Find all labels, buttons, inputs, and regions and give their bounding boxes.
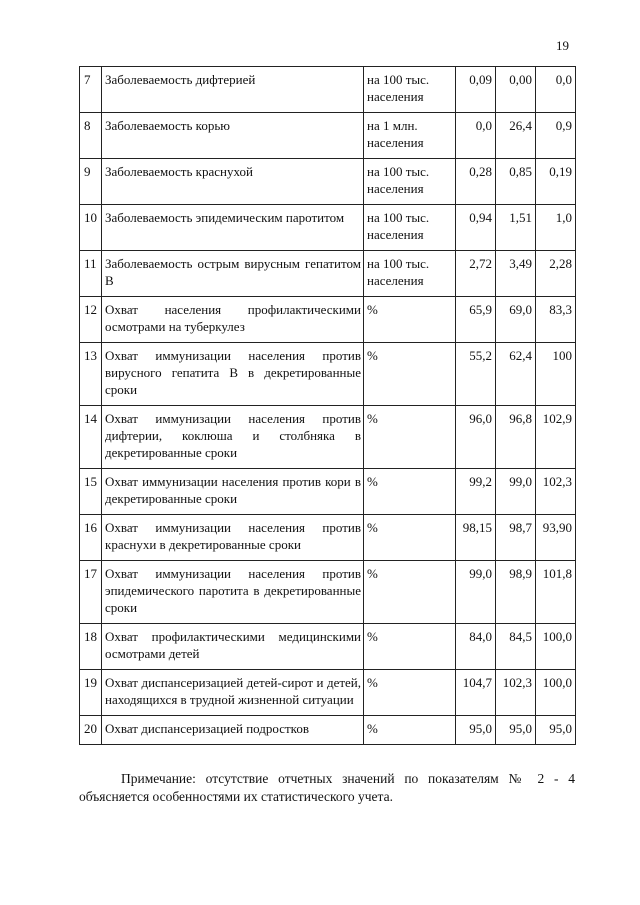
value-year1-cell: 0,09 bbox=[456, 67, 496, 113]
value-year3-cell: 83,3 bbox=[536, 297, 576, 343]
page-number: 19 bbox=[556, 38, 569, 53]
value-year3-cell: 102,3 bbox=[536, 469, 576, 515]
value-year2-cell: 69,0 bbox=[496, 297, 536, 343]
value-year1-cell: 104,7 bbox=[456, 670, 496, 716]
value-year3-cell: 101,8 bbox=[536, 561, 576, 624]
value-year1-cell: 0,0 bbox=[456, 113, 496, 159]
value-year2-cell: 96,8 bbox=[496, 406, 536, 469]
indicator-name-cell: Охват иммунизации населения против кори в декретированные сроки bbox=[102, 469, 364, 515]
value-year2-cell: 98,9 bbox=[496, 561, 536, 624]
value-year2-cell: 26,4 bbox=[496, 113, 536, 159]
unit-cell: % bbox=[364, 406, 456, 469]
table-body bbox=[80, 67, 576, 745]
value-year2-cell: 102,3 bbox=[496, 670, 536, 716]
value-year2-cell: 1,51 bbox=[496, 205, 536, 251]
value-year1-cell: 99,2 bbox=[456, 469, 496, 515]
unit-cell: % bbox=[364, 515, 456, 561]
value-year2-cell: 99,0 bbox=[496, 469, 536, 515]
value-year1-cell: 99,0 bbox=[456, 561, 496, 624]
table-row bbox=[80, 297, 576, 343]
table-row bbox=[80, 205, 576, 251]
unit-cell: на 100 тыс. населения bbox=[364, 67, 456, 113]
value-year2-cell: 95,0 bbox=[496, 716, 536, 745]
value-year1-cell: 98,15 bbox=[456, 515, 496, 561]
row-number-cell: 10 bbox=[80, 205, 102, 251]
value-year3-cell: 0,9 bbox=[536, 113, 576, 159]
unit-cell: на 100 тыс. населения bbox=[364, 251, 456, 297]
value-year3-cell: 0,19 bbox=[536, 159, 576, 205]
value-year2-cell: 98,7 bbox=[496, 515, 536, 561]
value-year3-cell: 0,0 bbox=[536, 67, 576, 113]
value-year1-cell: 0,94 bbox=[456, 205, 496, 251]
indicator-name-cell: Заболеваемость острым вирусным гепатитом В bbox=[102, 251, 364, 297]
value-year3-cell: 102,9 bbox=[536, 406, 576, 469]
table-row bbox=[80, 716, 576, 745]
value-year2-cell: 62,4 bbox=[496, 343, 536, 406]
note-text: Примечание: отсутствие отчетных значений по показателям № 2 - 4 объясняется особенностями их статистического учета. bbox=[79, 771, 575, 804]
value-year1-cell: 0,28 bbox=[456, 159, 496, 205]
value-year1-cell: 65,9 bbox=[456, 297, 496, 343]
table-row bbox=[80, 406, 576, 469]
indicator-name-cell: Охват диспансеризацией подростков bbox=[102, 716, 364, 745]
unit-cell: на 100 тыс. населения bbox=[364, 159, 456, 205]
indicator-name-cell: Заболеваемость краснухой bbox=[102, 159, 364, 205]
indicator-name-cell: Охват иммунизации населения против вирусного гепатита В в декретированные сроки bbox=[102, 343, 364, 406]
table-row bbox=[80, 113, 576, 159]
value-year3-cell: 100,0 bbox=[536, 670, 576, 716]
value-year1-cell: 84,0 bbox=[456, 624, 496, 670]
table-row bbox=[80, 515, 576, 561]
table-row bbox=[80, 624, 576, 670]
table-row bbox=[80, 561, 576, 624]
row-number-cell: 15 bbox=[80, 469, 102, 515]
row-number-cell: 7 bbox=[80, 67, 102, 113]
value-year3-cell: 100 bbox=[536, 343, 576, 406]
value-year3-cell: 2,28 bbox=[536, 251, 576, 297]
value-year2-cell: 0,85 bbox=[496, 159, 536, 205]
unit-cell: % bbox=[364, 716, 456, 745]
unit-cell: % bbox=[364, 670, 456, 716]
row-number-cell: 8 bbox=[80, 113, 102, 159]
table-row bbox=[80, 469, 576, 515]
value-year3-cell: 100,0 bbox=[536, 624, 576, 670]
row-number-cell: 19 bbox=[80, 670, 102, 716]
unit-cell: на 1 млн. населения bbox=[364, 113, 456, 159]
table-row bbox=[80, 343, 576, 406]
row-number-cell: 9 bbox=[80, 159, 102, 205]
indicator-name-cell: Охват иммунизации населения против дифтерии, коклюша и столбняка в декретированные сроки bbox=[102, 406, 364, 469]
value-year3-cell: 1,0 bbox=[536, 205, 576, 251]
value-year3-cell: 95,0 bbox=[536, 716, 576, 745]
value-year2-cell: 3,49 bbox=[496, 251, 536, 297]
indicator-name-cell: Заболеваемость дифтерией bbox=[102, 67, 364, 113]
unit-cell: на 100 тыс. населения bbox=[364, 205, 456, 251]
value-year2-cell: 84,5 bbox=[496, 624, 536, 670]
row-number-cell: 11 bbox=[80, 251, 102, 297]
row-number-cell: 20 bbox=[80, 716, 102, 745]
indicators-table bbox=[79, 66, 576, 745]
table-row bbox=[80, 251, 576, 297]
table-row bbox=[80, 159, 576, 205]
indicator-name-cell: Охват иммунизации населения против эпидемического паротита в декретированные сроки bbox=[102, 561, 364, 624]
row-number-cell: 12 bbox=[80, 297, 102, 343]
row-number-cell: 17 bbox=[80, 561, 102, 624]
unit-cell: % bbox=[364, 561, 456, 624]
unit-cell: % bbox=[364, 624, 456, 670]
value-year1-cell: 55,2 bbox=[456, 343, 496, 406]
indicator-name-cell: Охват иммунизации населения против краснухи в декретированные сроки bbox=[102, 515, 364, 561]
table-row bbox=[80, 670, 576, 716]
indicator-name-cell: Охват населения профилактическими осмотрами на туберкулез bbox=[102, 297, 364, 343]
table-row bbox=[80, 67, 576, 113]
value-year2-cell: 0,00 bbox=[496, 67, 536, 113]
value-year1-cell: 96,0 bbox=[456, 406, 496, 469]
value-year1-cell: 95,0 bbox=[456, 716, 496, 745]
row-number-cell: 13 bbox=[80, 343, 102, 406]
value-year3-cell: 93,90 bbox=[536, 515, 576, 561]
unit-cell: % bbox=[364, 297, 456, 343]
row-number-cell: 14 bbox=[80, 406, 102, 469]
value-year1-cell: 2,72 bbox=[456, 251, 496, 297]
row-number-cell: 16 bbox=[80, 515, 102, 561]
unit-cell: % bbox=[364, 343, 456, 406]
indicator-name-cell: Заболеваемость эпидемическим паротитом bbox=[102, 205, 364, 251]
indicator-name-cell: Охват диспансеризацией детей-сирот и детей, находящихся в трудной жизненной ситуации bbox=[102, 670, 364, 716]
indicator-name-cell: Охват профилактическими медицинскими осмотрами детей bbox=[102, 624, 364, 670]
row-number-cell: 18 bbox=[80, 624, 102, 670]
indicator-name-cell: Заболеваемость корью bbox=[102, 113, 364, 159]
unit-cell: % bbox=[364, 469, 456, 515]
